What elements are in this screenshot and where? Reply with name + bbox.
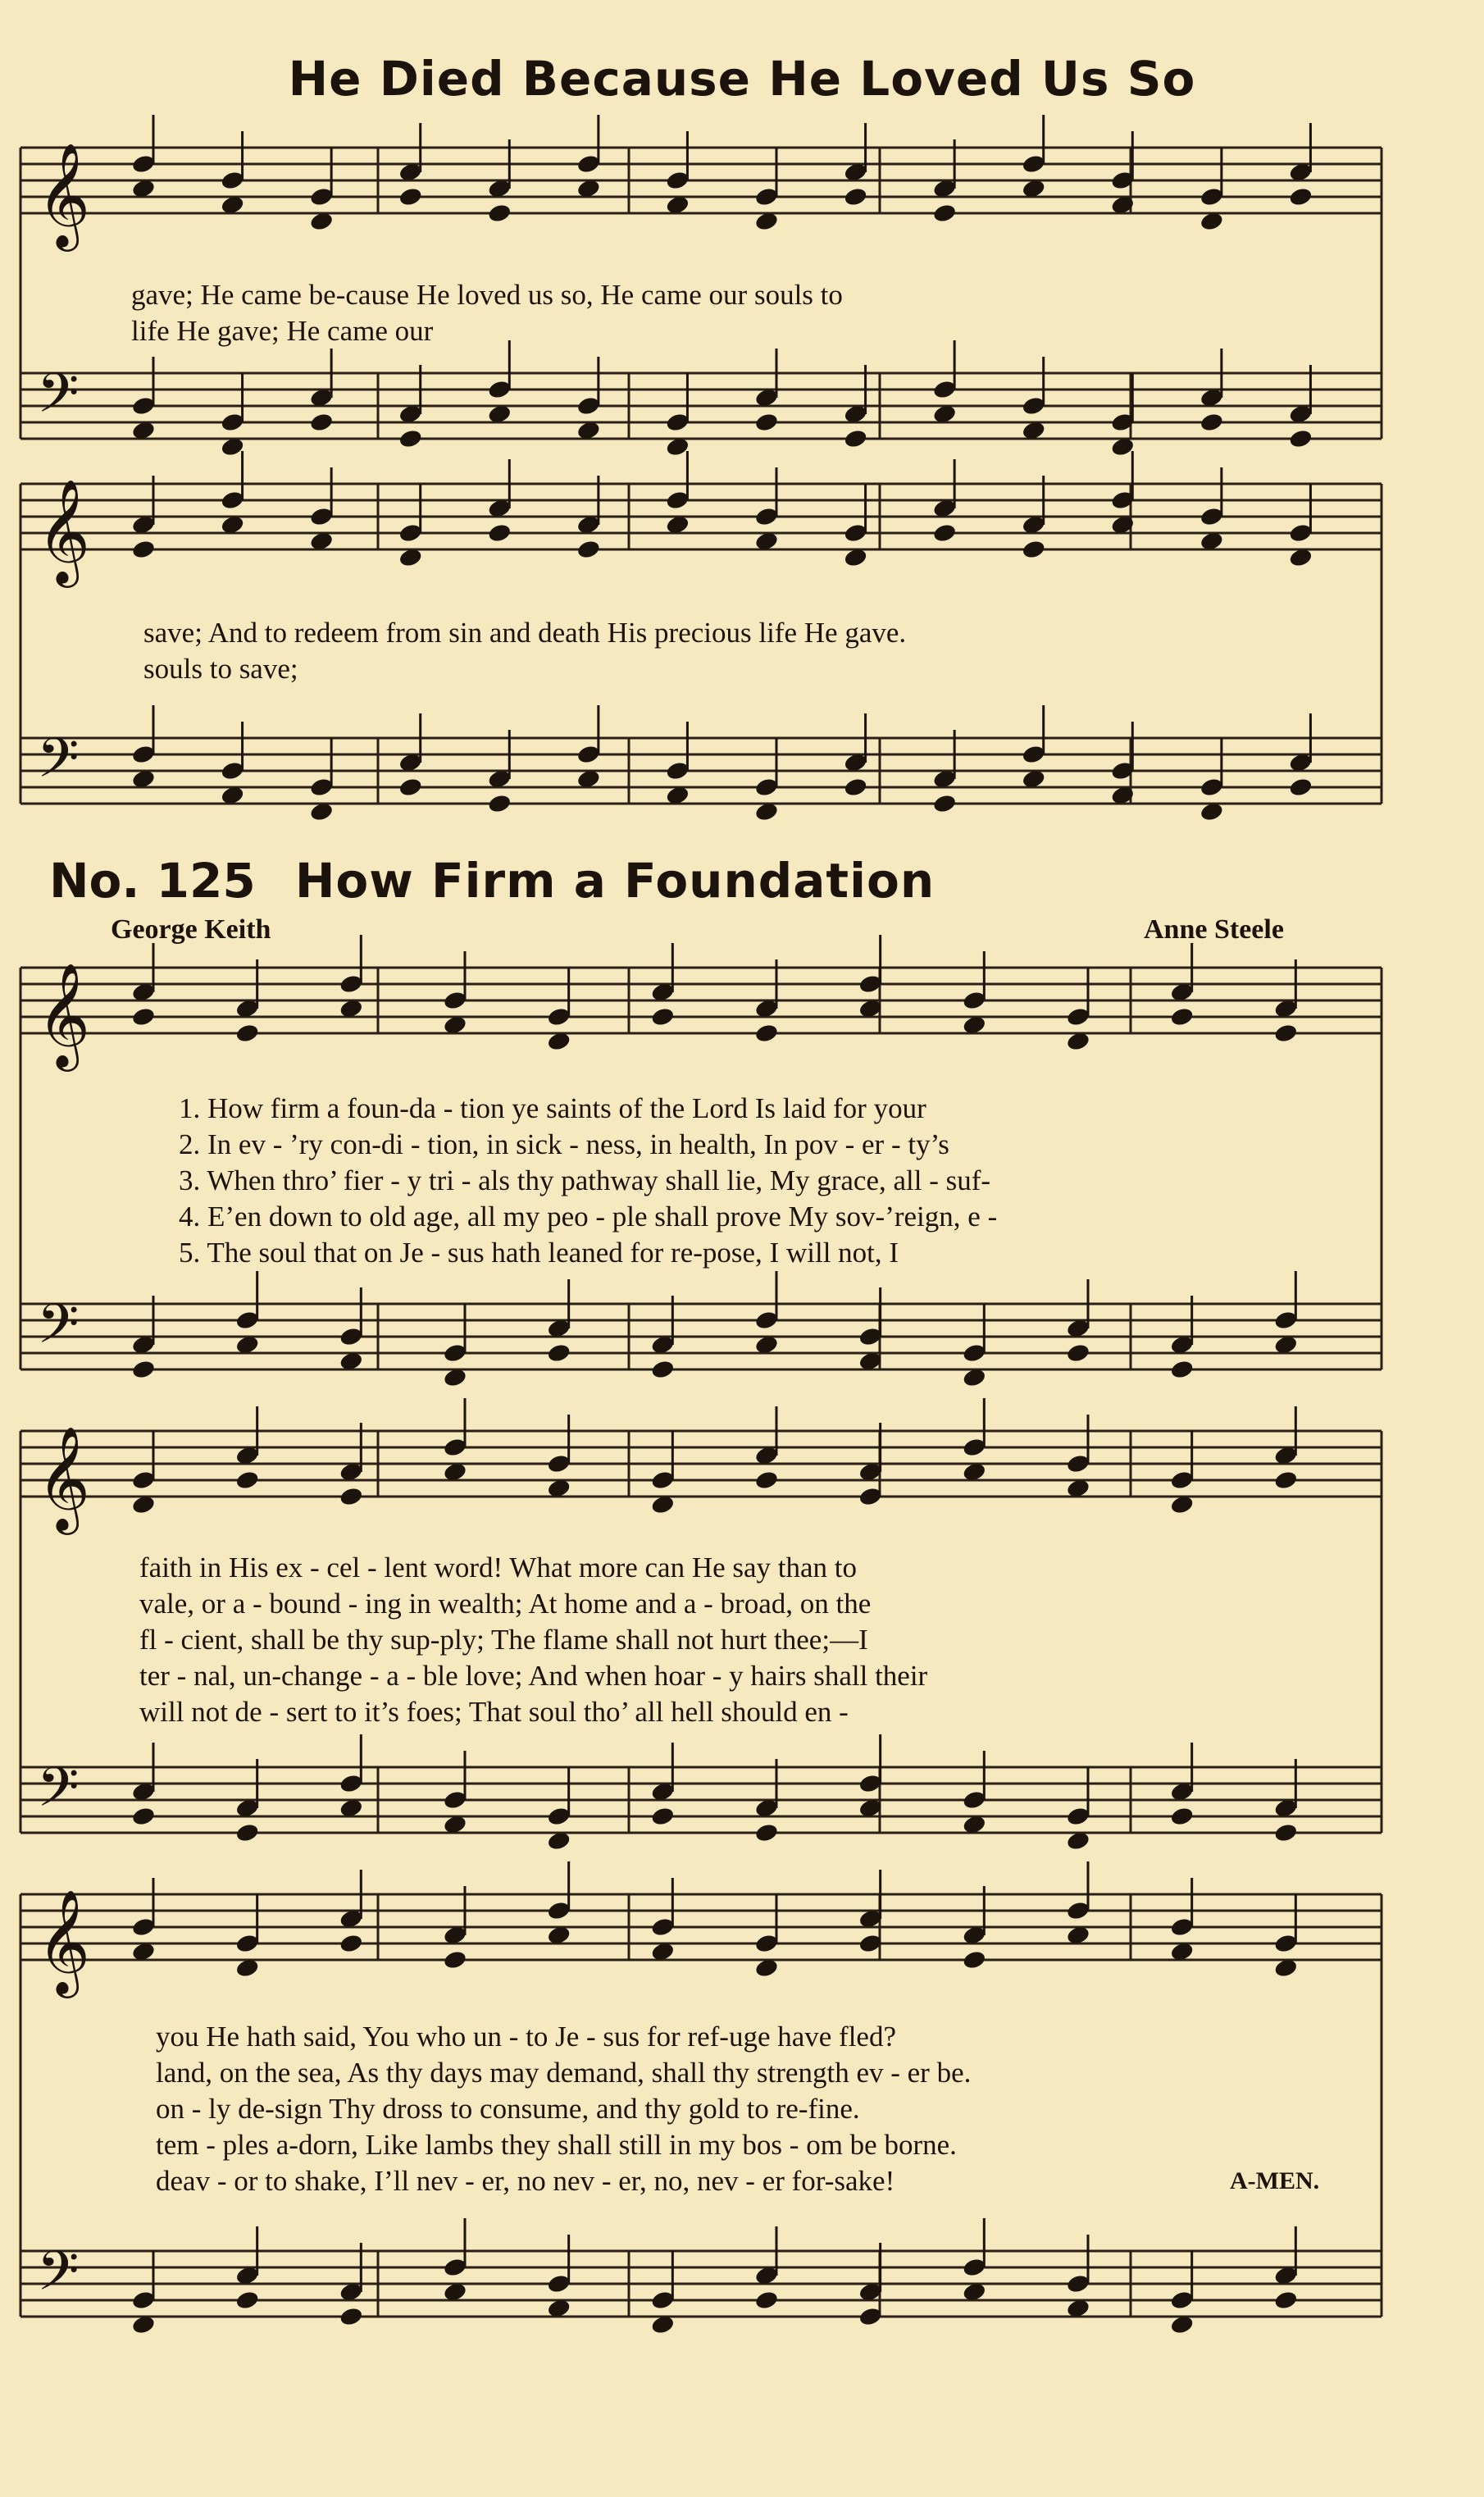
hymn-b-row1-lyrics [179,1091,997,1271]
composer-credit: George Keith [111,914,271,945]
note-head [131,1359,157,1380]
note-head [398,428,423,449]
hymn-b-row3-lyrics [156,2019,971,2199]
note-head [339,2306,364,2327]
bass-clef-icon: 𝄢 [37,1292,80,1369]
note-head [1273,1023,1299,1044]
treble-clef-icon: 𝄞 [37,478,91,583]
note-head [1273,1469,1299,1491]
verse-5-line: deav - or to shake, I’ll nev - er, no nev - er, no, nev - er for-sake! [156,2165,895,2197]
verse-4-line: ter - nal, un-change - a - ble love; And when hoar - y hairs shall their [139,1660,928,1692]
note-head [754,1469,780,1491]
bass-clef-icon: 𝄢 [37,1756,80,1832]
verse-2-line: 2. In ev - ’ry con-di - tion, in sick - ness, in health, In pov - er - ty’s [179,1128,949,1160]
note-head [932,522,958,544]
note-head [131,1006,157,1028]
verse-1-line: you He hath said, You who un - to Je - sus for ref-uge have fled? [156,2021,896,2053]
note-head [1273,2290,1299,2311]
note-head [487,522,512,544]
hymn-a-row2-lyrics [143,615,906,687]
note-head [1169,1006,1195,1028]
note-head [843,777,868,798]
note-head [754,1822,780,1843]
amen-label: A-MEN. [1230,2167,1320,2194]
note-head [131,539,157,560]
note-head [843,428,868,449]
note-head [962,1949,987,1971]
note-head [309,412,335,433]
verse-4-line: 4. E’en down to old age, all my peo - ple shall prove My sov-’reign, e - [179,1201,998,1233]
note-head [1273,1822,1299,1843]
note-head [398,186,423,207]
hymn-a-row1-lyrics [131,277,843,349]
author-credit: Anne Steele [1144,914,1284,945]
note-head [754,412,780,433]
note-head [754,1023,780,1044]
note-head [234,1023,260,1044]
note-head [1288,777,1313,798]
note-head [650,1359,676,1380]
verse-3-line: fl - cient, shall be thy sup-ply; The flame shall not hurt thee;—I [139,1624,868,1656]
hymn-title-1: He Died Because He Loved Us So [288,51,1196,107]
note-head [650,1006,676,1028]
verse-2-line: land, on the sea, As thy days may demand, shall thy strength ev - er be. [156,2057,972,2089]
note-head [398,777,423,798]
note-head [1199,412,1225,433]
note-head [487,793,512,814]
bass-clef-icon: 𝄢 [37,362,80,438]
bass-clef-icon: 𝄢 [37,2240,80,2316]
verse-4-line: tem - ples a-dorn, Like lambs they shall still in my bos - om be borne. [156,2129,957,2161]
verse-1-line: 1. How firm a foun-da - tion ye saints of the Lord Is laid for your [179,1092,926,1124]
verse-5-line: 5. The soul that on Je - sus hath leaned for re-pose, I will not, I [179,1237,899,1269]
lyric-line: gave; He came be-cause He loved us so, He came our souls to [131,279,843,311]
hymn-number: No. 125 [49,853,256,909]
note-head [487,203,512,224]
note-head [843,186,868,207]
verse-3-line: 3. When thro’ fier - y tri - als thy pathway shall lie, My grace, all - suf- [179,1164,991,1196]
treble-clef-icon: 𝄞 [37,142,91,247]
note-head [131,1806,157,1827]
note-head [443,1949,468,1971]
note-head [754,2290,780,2311]
verse-2-line: vale, or a - bound - ing in wealth; At home and a - broad, on the [139,1588,872,1620]
lyric-line: save; And to redeem from sin and death His precious life He gave. [143,617,907,649]
hymn-title-2: How Firm a Foundation [294,853,935,909]
note-head [546,1342,571,1364]
treble-clef-icon: 𝄞 [37,962,91,1067]
note-head [650,1806,676,1827]
note-head [234,1469,260,1491]
note-head [1288,186,1313,207]
treble-clef-icon: 𝄞 [37,1889,91,1993]
note-head [339,1933,364,1954]
hymn-b-row2-lyrics [139,1550,927,1730]
verse-1-line: faith in His ex - cel - lent word! What more can He say than to [139,1552,858,1583]
note-head [1066,1342,1091,1364]
treble-clef-icon: 𝄞 [37,1425,91,1530]
note-head [1169,1359,1195,1380]
verse-5-line: will not de - sert to it’s foes; That soul tho’ all hell should en - [139,1696,849,1728]
note-head [234,2290,260,2311]
note-head [1169,1806,1195,1827]
lyric-line: souls to save; [143,653,298,685]
lyric-line: life He gave; He came our [131,315,434,347]
note-head [932,203,958,224]
note-head [932,793,958,814]
note-head [234,1822,260,1843]
note-head [1021,539,1046,560]
note-head [1288,428,1313,449]
verse-3-line: on - ly de-sign Thy dross to consume, and thy gold to re-fine. [156,2093,860,2125]
note-head [339,1486,364,1507]
note-head [576,539,602,560]
bass-clef-icon: 𝄢 [37,727,80,803]
